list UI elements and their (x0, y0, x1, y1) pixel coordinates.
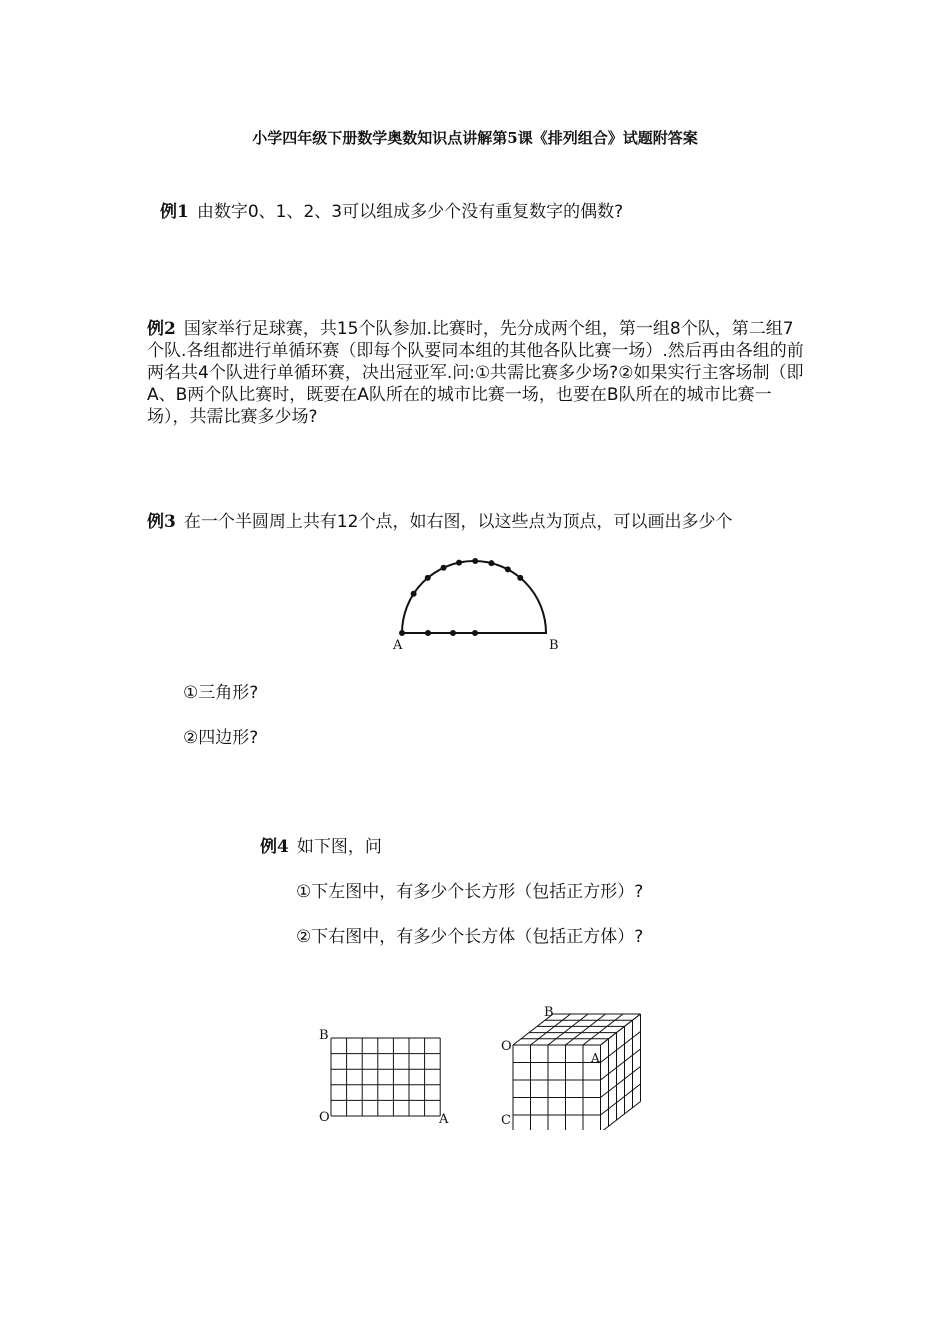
arc-point (472, 558, 478, 564)
cube-label-b: B (544, 1005, 554, 1020)
cube-side-depth-line (601, 1014, 641, 1045)
grid-label-o: O (319, 1110, 330, 1125)
example-1-label: 例1 (160, 202, 189, 222)
semicircle-label-b: B (549, 638, 559, 653)
cube-side-depth-line (601, 1032, 641, 1063)
arc-point (517, 575, 523, 581)
cube-side-depth-line (601, 1067, 641, 1098)
example-4-question-2: ②下右图中，有多少个长方体（包括正方体）? (296, 927, 644, 947)
example-4-text: 如下图，问 (296, 837, 382, 857)
semicircle-figure (385, 555, 570, 655)
cube-side-depth-line (601, 1084, 641, 1115)
grid-label-a: A (439, 1112, 449, 1127)
cube-top-depth-line (566, 1014, 606, 1045)
example-3-question-2: ②四边形? (183, 728, 259, 748)
cube-top-depth-line (548, 1014, 588, 1045)
document-title: 小学四年级下册数学奥数知识点讲解第5课《排列组合》试题附答案 (252, 129, 698, 147)
arc-point (488, 560, 494, 566)
diameter-point (450, 630, 456, 636)
arc-point (425, 575, 431, 581)
diameter-point (472, 630, 478, 636)
rectangle-grid-figure (315, 1022, 455, 1132)
cube-label-o: O (501, 1039, 512, 1054)
semicircle-points (399, 558, 523, 636)
cube-label-c: C (501, 1113, 511, 1128)
arc-point (411, 591, 417, 597)
example-4 (260, 836, 382, 858)
semicircle-outline (402, 561, 546, 633)
example-3-text: 在一个半圆周上共有12个点，如右图，以这些点为顶点，可以画出多少个 (183, 512, 733, 532)
cube-side-depth-line (601, 1049, 641, 1080)
example-2-text: 国家举行足球赛，共15个队参加.比赛时，先分成两个组，第一组8个队，第二组7个队.各组都进行单循环赛（即每个队要同本组的其他各队比赛一场）.然后再由各组的前两名共4个队进行单循环赛，决出冠亚军.问:①共需比赛多少场?②如果实行主客场制（即A、B两个队比赛时，既要在A队所在的城市比赛一场，也要在B队所在的城市比赛一场），共需比赛多少场? (147, 319, 804, 427)
semicircle-label-a: A (393, 638, 403, 653)
arc-point (505, 566, 511, 572)
arc-point (441, 565, 447, 571)
example-3-question-1: ①三角形? (183, 683, 259, 703)
example-2-label: 例2 (147, 319, 176, 339)
example-3-label: 例3 (147, 512, 176, 532)
example-1 (160, 201, 623, 223)
example-2 (147, 318, 807, 428)
example-4-question-1: ①下左图中，有多少个长方形（包括正方形）? (296, 882, 644, 902)
cube-grid-lines (513, 1014, 641, 1130)
cube-side-depth-line (601, 1102, 641, 1131)
example-1-text: 由数字0、1、2、3可以组成多少个没有重复数字的偶数? (196, 202, 624, 222)
diameter-point (425, 630, 431, 636)
grid-label-b: B (319, 1028, 329, 1043)
rectangle-grid-lines (331, 1038, 440, 1116)
example-4-label: 例4 (260, 837, 289, 857)
cube-label-a: A (591, 1051, 600, 1065)
diameter-point (399, 630, 405, 636)
arc-point (456, 560, 462, 566)
example-3 (147, 511, 732, 533)
cube-grid-figure (495, 1000, 665, 1130)
